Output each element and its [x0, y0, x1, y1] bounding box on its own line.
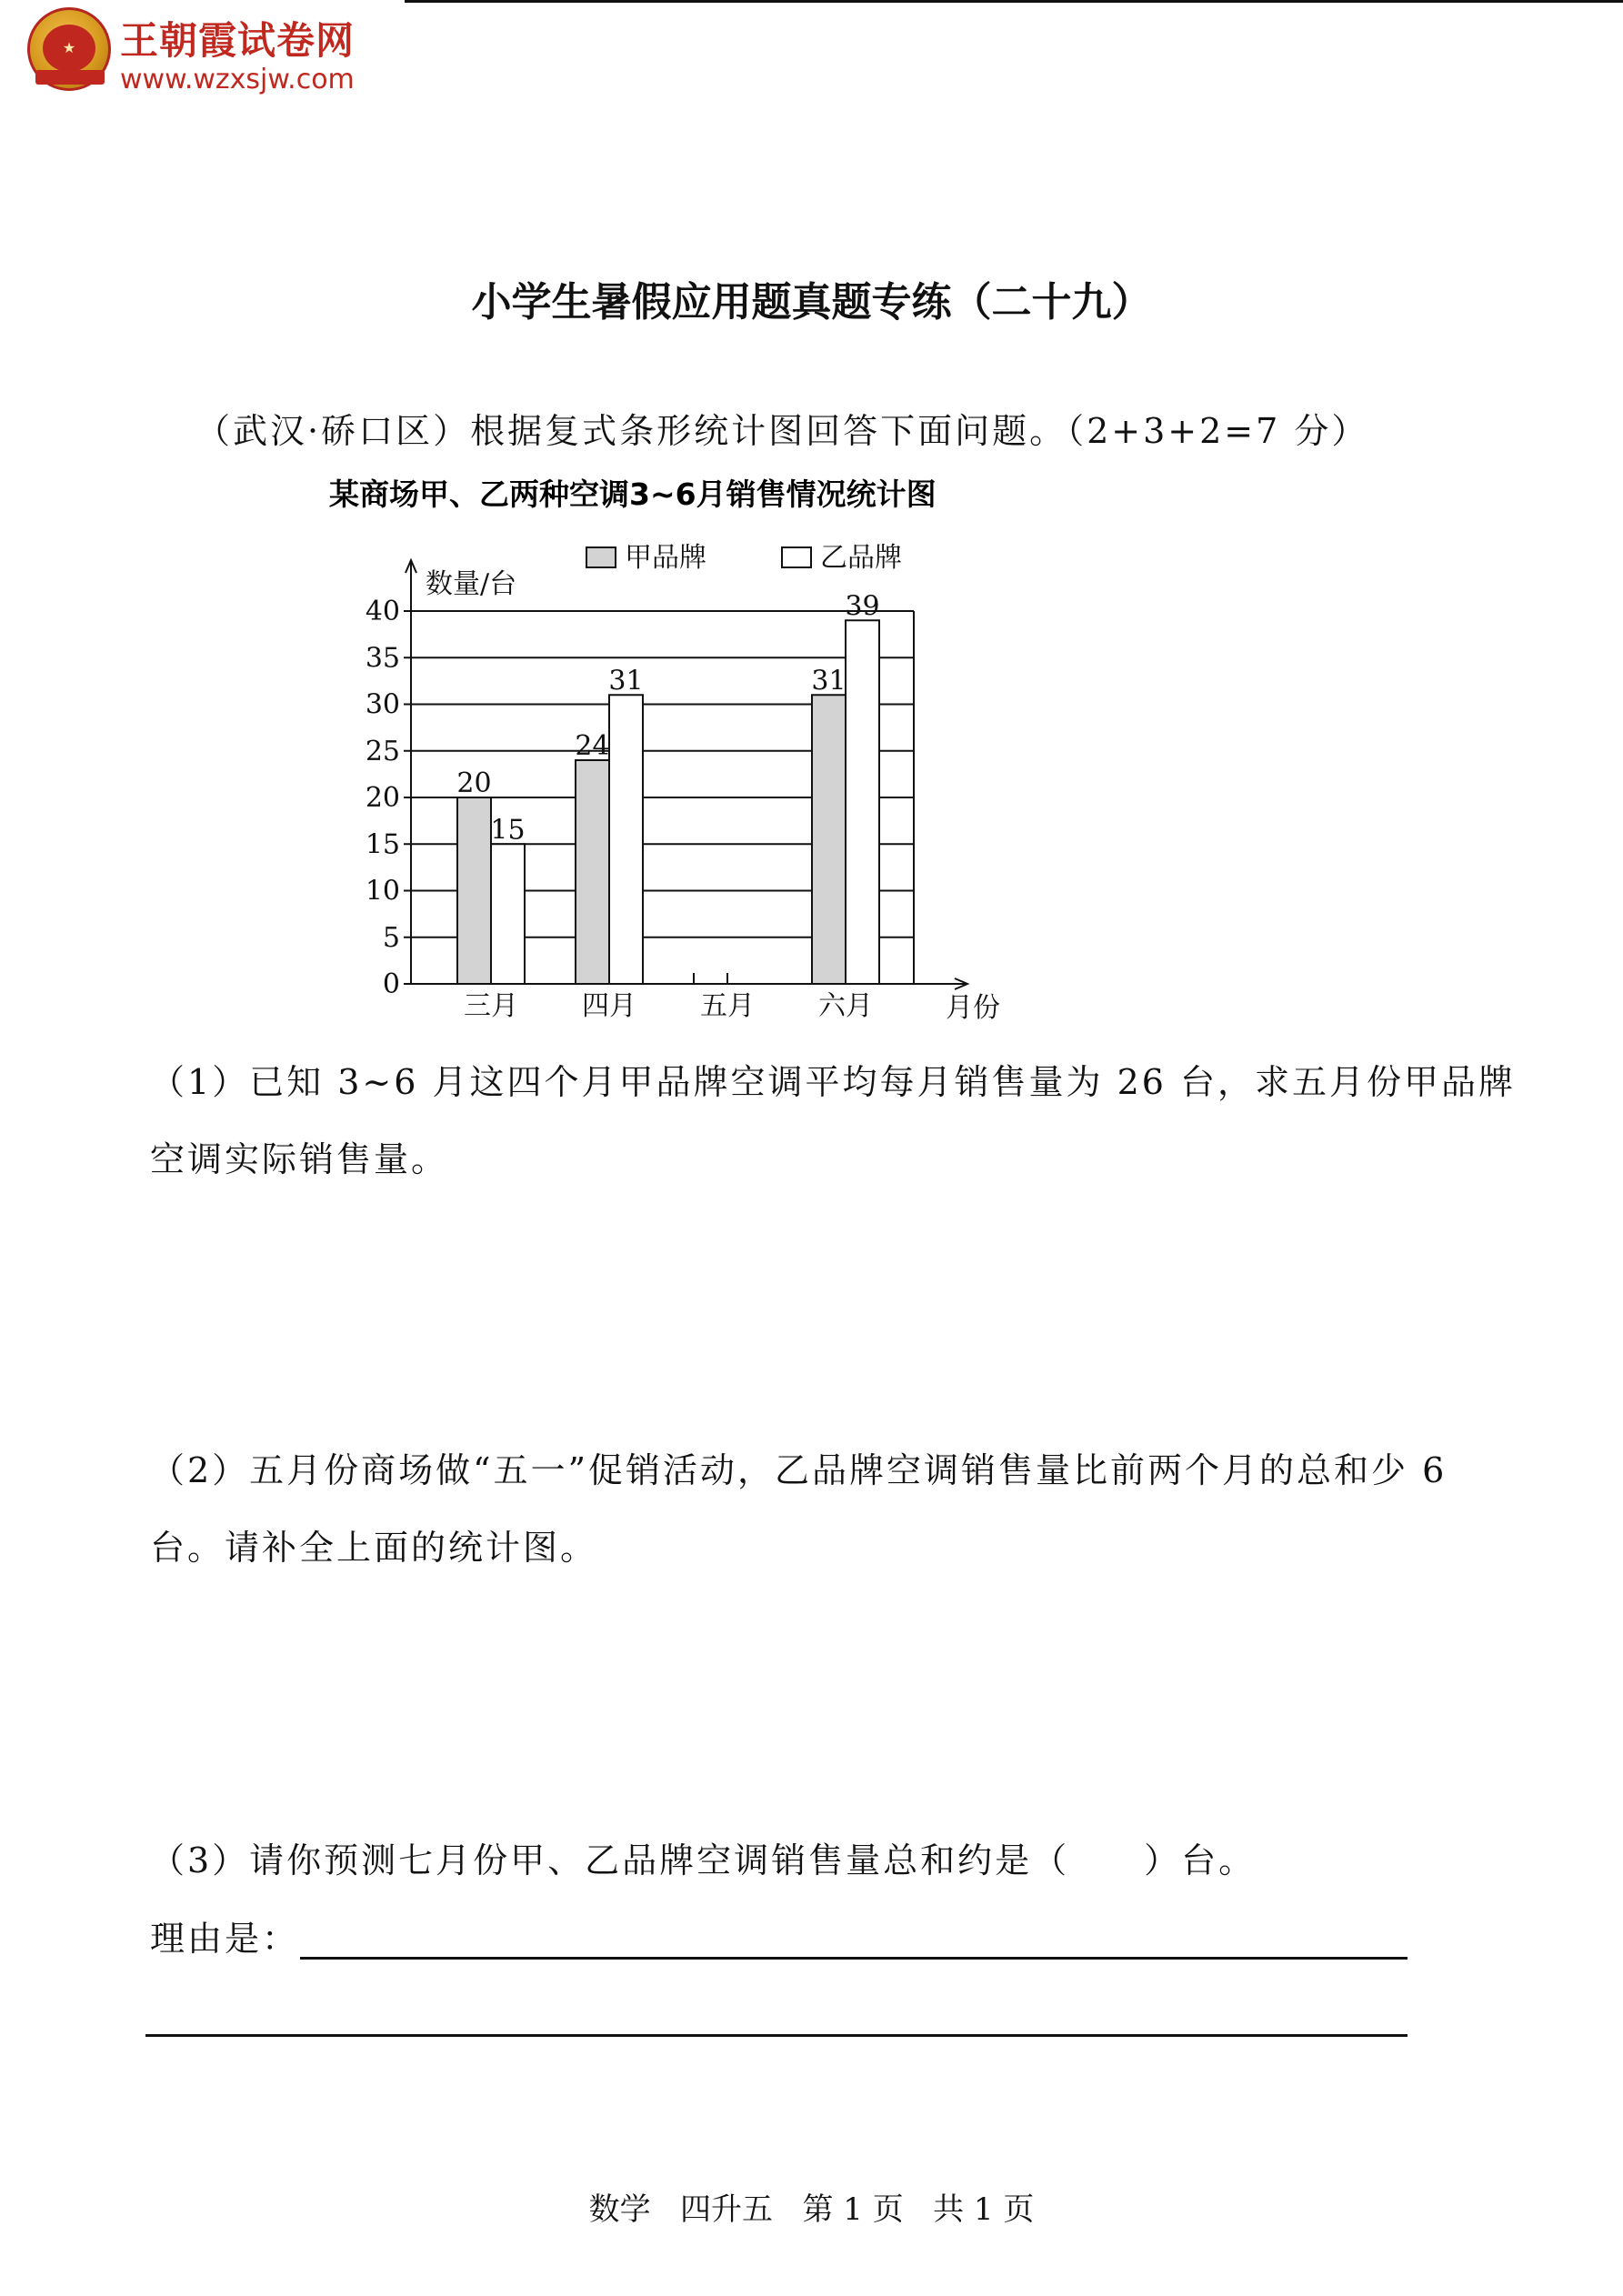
bar-value-label: 31 [811, 665, 847, 697]
bar [457, 797, 491, 984]
bar-chart [309, 473, 1055, 1037]
bar [609, 695, 643, 984]
logo-seal-icon [27, 7, 111, 91]
bar-value-label: 24 [575, 730, 610, 762]
x-axis-label: 月份 [946, 992, 1000, 1024]
x-tick-label: 五月 [700, 990, 755, 1022]
y-tick-label: 25 [365, 735, 400, 767]
y-tick-label: 15 [365, 828, 400, 861]
page-title: 小学生暑假应用题真题专练（二十九） [471, 279, 1152, 326]
y-axis-label: 数量/台 [426, 568, 517, 600]
bar [491, 844, 525, 984]
y-tick-label: 35 [365, 642, 400, 675]
question-1-line-1: （1）已知 3~6 月这四个月甲品牌空调平均每月销售量为 26 台，求五月份甲品牌 [150, 1062, 1517, 1102]
logo-name[interactable]: 王朝霞试卷网 [120, 18, 356, 63]
chart-title: 某商场甲、乙两种空调3~6月销售情况统计图 [329, 476, 937, 512]
bar-value-label: 20 [456, 767, 492, 799]
y-tick-label: 40 [365, 596, 400, 627]
y-tick-label: 0 [382, 968, 400, 1000]
intro-text: （武汉·硚口区）根据复式条形统计图回答下面问题。（2+3+2=7 分） [195, 411, 1369, 451]
bar [576, 760, 609, 984]
bar [812, 695, 846, 984]
y-tick-label: 20 [365, 782, 400, 814]
reason-label: 理由是： [150, 1919, 300, 1959]
question-3-line-1: （3）请你预测七月份甲、乙品牌空调销售量总和约是（ ）台。 [150, 1840, 1257, 1880]
top-rule [405, 0, 1623, 3]
question-2-line-1: （2）五月份商场做“五一”促销活动，乙品牌空调销售量比前两个月的总和少 6 [150, 1450, 1448, 1490]
answer-line-2[interactable] [145, 2034, 1408, 2037]
legend-label: 甲品牌 [625, 542, 706, 574]
question-1-line-2: 空调实际销售量。 [150, 1139, 449, 1179]
bar-value-label: 15 [490, 814, 526, 847]
x-tick-label: 六月 [818, 990, 873, 1022]
logo-ribbon [35, 70, 105, 85]
question-2-line-2: 台。请补全上面的统计图。 [150, 1528, 598, 1568]
bar-value-label: 39 [845, 590, 880, 623]
chart-legend [586, 542, 902, 574]
x-tick-label: 三月 [464, 990, 518, 1022]
logo-seal-center: ★ [43, 25, 95, 72]
legend-swatch [586, 547, 616, 567]
y-tick-label: 10 [365, 875, 400, 907]
logo-url[interactable]: www.wzxsjw.com [120, 64, 355, 95]
bar [846, 620, 879, 984]
legend-swatch [782, 547, 811, 567]
y-tick-label: 5 [382, 921, 400, 954]
x-tick-label: 四月 [582, 990, 636, 1022]
page-footer: 数学 四升五 第 1 页 共 1 页 [588, 2191, 1035, 2228]
answer-line-1[interactable] [300, 1957, 1408, 1960]
legend-label: 乙品牌 [820, 542, 902, 574]
y-tick-label: 30 [365, 688, 400, 721]
bar-value-label: 31 [608, 665, 644, 697]
